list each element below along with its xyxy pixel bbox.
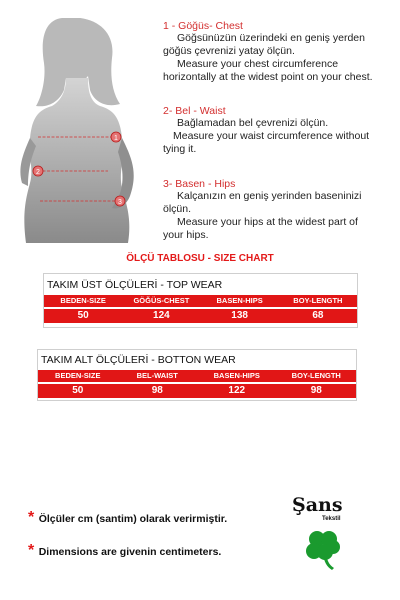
note-units-tr xyxy=(28,509,227,527)
sans-tekstil-logo xyxy=(292,494,362,574)
bottom-wear-value-row xyxy=(38,384,356,398)
top-wear-title: TAKIM ÜST ÖLÇÜLERİ - TOP WEAR xyxy=(47,279,223,291)
value-cell: 68 xyxy=(312,310,324,321)
waist-instructions xyxy=(163,105,398,156)
chest-en-line1: Measure your chest circumference xyxy=(177,58,339,70)
header-cell: BOY-LENGTH xyxy=(293,296,343,305)
waist-marker-number: 2 xyxy=(36,169,40,176)
clover-icon xyxy=(300,524,348,572)
hips-tr-line1: Kalçanızın en geniş yerinden baseninizi xyxy=(177,190,362,202)
logo-name: Şans xyxy=(292,494,343,516)
header-cell: BEL-WAIST xyxy=(136,371,178,380)
header-cell: BASEN-HIPS xyxy=(213,371,260,380)
value-cell: 50 xyxy=(72,385,84,396)
header-cell: BOY-LENGTH xyxy=(291,371,341,380)
header-cell: GÖĞÜS-CHEST xyxy=(133,296,190,305)
value-cell: 98 xyxy=(310,385,322,396)
size-chart-title: ÖLÇÜ TABLOSU - SIZE CHART xyxy=(126,253,274,264)
chest-tr-line1: Göğsünüzün üzerindeki en geniş yerden xyxy=(177,32,365,44)
chest-marker-number: 1 xyxy=(114,135,118,142)
value-cell: 122 xyxy=(228,385,246,396)
note-text: Dimensions are givenin centimeters. xyxy=(38,546,222,558)
top-wear-value-row xyxy=(44,309,357,323)
top-wear-table xyxy=(43,273,358,328)
chest-instructions xyxy=(163,20,398,84)
hips-marker-number: 3 xyxy=(118,199,122,206)
waist-en-line2: tying it. xyxy=(163,143,197,155)
bottom-wear-header-row xyxy=(38,370,356,382)
waist-title: 2- Bel - Waist xyxy=(163,105,226,117)
value-cell: 138 xyxy=(231,310,248,321)
note-text: Ölçüler cm (santim) olarak verirmiştir. xyxy=(38,513,228,525)
header-cell: BEDEN-SIZE xyxy=(55,371,101,380)
waist-tr-line1: Bağlamadan bel çevrenizi ölçün. xyxy=(177,117,329,129)
note-star: * xyxy=(28,542,35,559)
hips-instructions xyxy=(163,178,398,242)
chest-en-line2: horizontally at the widest point on your chest. xyxy=(163,71,373,83)
value-cell: 50 xyxy=(77,310,89,321)
note-star: * xyxy=(28,509,35,526)
value-cell: 124 xyxy=(153,310,170,321)
header-cell: BASEN-HIPS xyxy=(216,296,263,305)
hips-en-line1: Measure your hips at the widest part of xyxy=(177,216,358,228)
value-cell: 98 xyxy=(151,385,163,396)
note-units-en xyxy=(28,542,221,560)
logo-subtitle: Tekstil xyxy=(322,516,341,522)
chest-title: 1 - Göğüs- Chest xyxy=(163,20,243,32)
body-silhouette-figure xyxy=(0,18,155,243)
bottom-wear-title: TAKIM ALT ÖLÇÜLERİ - BOTTON WEAR xyxy=(41,354,236,366)
bottom-wear-table xyxy=(37,349,357,401)
hips-title: 3- Basen - Hips xyxy=(163,178,236,190)
waist-en-line1: Measure your waist circumference without xyxy=(173,130,370,142)
chest-tr-line2: göğüs çevrenizi yatay ölçün. xyxy=(163,45,295,57)
hips-en-line2: your hips. xyxy=(163,229,209,241)
top-wear-header-row xyxy=(44,295,357,307)
hips-tr-line2: ölçün. xyxy=(163,203,192,215)
header-cell: BEDEN-SIZE xyxy=(60,296,106,305)
